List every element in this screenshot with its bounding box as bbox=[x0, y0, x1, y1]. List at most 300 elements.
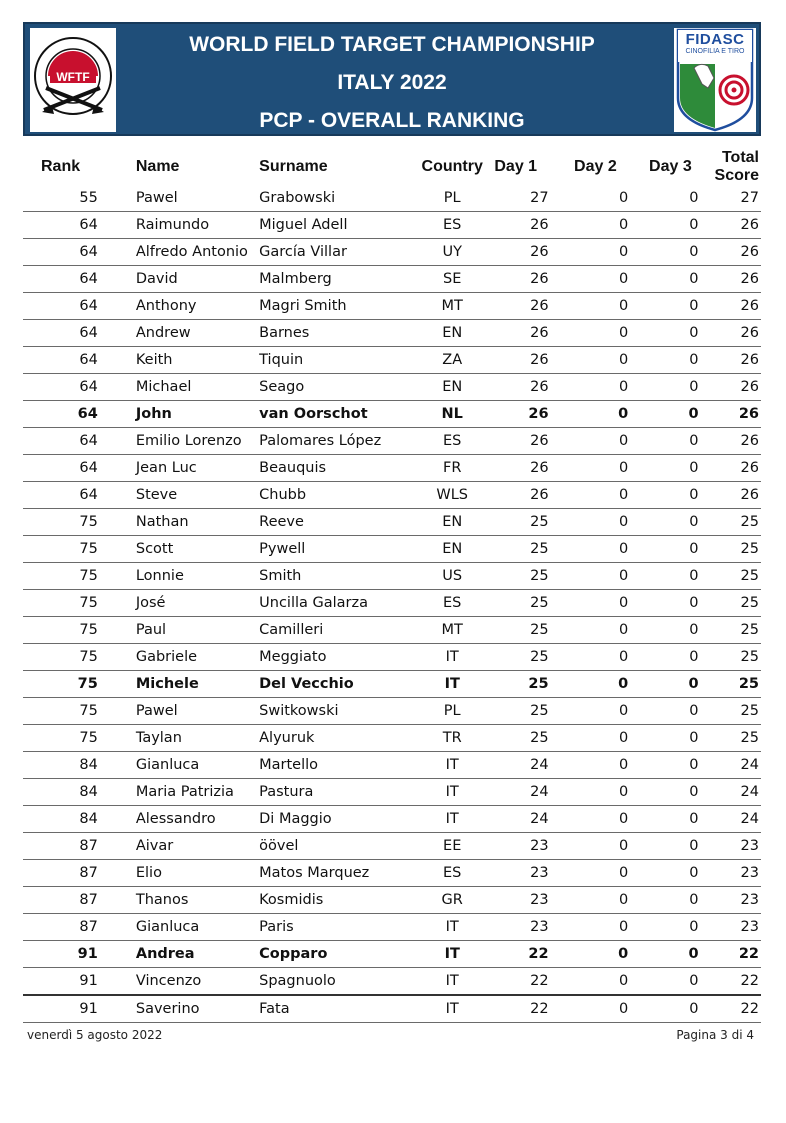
cell-total: 25 bbox=[715, 509, 761, 536]
cell-total: 25 bbox=[715, 644, 761, 671]
cell-country: TR bbox=[422, 725, 483, 752]
cell-surname: Grabowski bbox=[259, 185, 421, 212]
cell-country: IT bbox=[422, 806, 483, 833]
cell-total: 26 bbox=[715, 428, 761, 455]
table-row bbox=[23, 833, 761, 860]
cell-name: Scott bbox=[118, 536, 259, 563]
cell-day2: 0 bbox=[563, 914, 643, 941]
cell-day2: 0 bbox=[563, 806, 643, 833]
title-line-2: ITALY 2022 bbox=[337, 71, 447, 94]
cell-rank: 87 bbox=[23, 914, 118, 941]
cell-day2: 0 bbox=[563, 941, 643, 968]
cell-rank: 75 bbox=[23, 725, 118, 752]
cell-surname: Di Maggio bbox=[259, 806, 421, 833]
cell-surname: Miguel Adell bbox=[259, 212, 421, 239]
cell-rank: 75 bbox=[23, 536, 118, 563]
cell-surname: Palomares López bbox=[259, 428, 421, 455]
cell-rank: 84 bbox=[23, 752, 118, 779]
table-row bbox=[23, 266, 761, 293]
cell-name: Gabriele bbox=[118, 644, 259, 671]
cell-country: ES bbox=[422, 212, 483, 239]
cell-rank: 75 bbox=[23, 698, 118, 725]
table-row bbox=[23, 644, 761, 671]
cell-country: IT bbox=[422, 914, 483, 941]
cell-day2: 0 bbox=[563, 347, 643, 374]
cell-surname: van Oorschot bbox=[259, 401, 421, 428]
cell-day1: 25 bbox=[483, 509, 563, 536]
cell-surname: Seago bbox=[259, 374, 421, 401]
cell-surname: Fata bbox=[259, 995, 421, 1023]
cell-surname: Paris bbox=[259, 914, 421, 941]
cell-day1: 25 bbox=[483, 617, 563, 644]
cell-rank: 91 bbox=[23, 941, 118, 968]
cell-name: Aivar bbox=[118, 833, 259, 860]
cell-day3: 0 bbox=[642, 806, 714, 833]
cell-day1: 24 bbox=[483, 806, 563, 833]
fidasc-logo bbox=[674, 28, 756, 132]
cell-name: Thanos bbox=[118, 887, 259, 914]
cell-day1: 24 bbox=[483, 752, 563, 779]
cell-day1: 25 bbox=[483, 590, 563, 617]
cell-rank: 75 bbox=[23, 563, 118, 590]
cell-total: 26 bbox=[715, 401, 761, 428]
cell-country: IT bbox=[422, 644, 483, 671]
cell-rank: 75 bbox=[23, 671, 118, 698]
cell-surname: Tiquin bbox=[259, 347, 421, 374]
cell-name: Keith bbox=[118, 347, 259, 374]
cell-surname: Switkowski bbox=[259, 698, 421, 725]
cell-rank: 87 bbox=[23, 833, 118, 860]
title-line-3: PCP - OVERALL RANKING bbox=[259, 109, 525, 132]
cell-surname: Beauquis bbox=[259, 455, 421, 482]
cell-country: EN bbox=[422, 536, 483, 563]
cell-day1: 26 bbox=[483, 212, 563, 239]
cell-name: José bbox=[118, 590, 259, 617]
cell-surname: Meggiato bbox=[259, 644, 421, 671]
cell-day2: 0 bbox=[563, 995, 643, 1023]
cell-total: 25 bbox=[715, 590, 761, 617]
cell-country: EN bbox=[422, 320, 483, 347]
cell-day1: 26 bbox=[483, 293, 563, 320]
table-row bbox=[23, 698, 761, 725]
footer-date: venerdì 5 agosto 2022 bbox=[27, 1028, 163, 1042]
cell-name: Alessandro bbox=[118, 806, 259, 833]
cell-country: WLS bbox=[422, 482, 483, 509]
ranking-rows bbox=[23, 185, 761, 1023]
cell-day2: 0 bbox=[563, 887, 643, 914]
table-row bbox=[23, 509, 761, 536]
cell-surname: Camilleri bbox=[259, 617, 421, 644]
table-row bbox=[23, 779, 761, 806]
cell-day2: 0 bbox=[563, 779, 643, 806]
cell-day2: 0 bbox=[563, 509, 643, 536]
cell-name: Lonnie bbox=[118, 563, 259, 590]
cell-name: Anthony bbox=[118, 293, 259, 320]
cell-day1: 26 bbox=[483, 482, 563, 509]
col-header-country: Country bbox=[421, 158, 483, 175]
cell-total: 25 bbox=[715, 563, 761, 590]
cell-country: ES bbox=[422, 428, 483, 455]
cell-day3: 0 bbox=[642, 266, 714, 293]
col-header-day2: Day 2 bbox=[574, 158, 617, 175]
cell-surname: Pywell bbox=[259, 536, 421, 563]
table-row bbox=[23, 752, 761, 779]
cell-name: Andrea bbox=[118, 941, 259, 968]
cell-name: Pawel bbox=[118, 698, 259, 725]
cell-day3: 0 bbox=[642, 509, 714, 536]
table-row bbox=[23, 887, 761, 914]
cell-day3: 0 bbox=[642, 347, 714, 374]
cell-name: Paul bbox=[118, 617, 259, 644]
cell-day3: 0 bbox=[642, 725, 714, 752]
table-row bbox=[23, 806, 761, 833]
cell-total: 22 bbox=[715, 941, 761, 968]
cell-day2: 0 bbox=[563, 401, 643, 428]
cell-country: UY bbox=[422, 239, 483, 266]
cell-day2: 0 bbox=[563, 752, 643, 779]
cell-total: 26 bbox=[715, 293, 761, 320]
cell-name: Alfredo Antonio bbox=[118, 239, 259, 266]
cell-total: 24 bbox=[715, 752, 761, 779]
table-row bbox=[23, 401, 761, 428]
table-row bbox=[23, 374, 761, 401]
wftf-logo bbox=[30, 28, 116, 132]
cell-country: EN bbox=[422, 509, 483, 536]
cell-country: FR bbox=[422, 455, 483, 482]
table-row bbox=[23, 725, 761, 752]
cell-country: IT bbox=[422, 968, 483, 996]
cell-name: Elio bbox=[118, 860, 259, 887]
table-row bbox=[23, 563, 761, 590]
cell-total: 24 bbox=[715, 779, 761, 806]
cell-day1: 23 bbox=[483, 887, 563, 914]
cell-day1: 26 bbox=[483, 374, 563, 401]
table-row bbox=[23, 320, 761, 347]
cell-surname: Chubb bbox=[259, 482, 421, 509]
cell-total: 26 bbox=[715, 347, 761, 374]
cell-total: 25 bbox=[715, 617, 761, 644]
cell-rank: 75 bbox=[23, 509, 118, 536]
cell-country: IT bbox=[422, 671, 483, 698]
cell-country: GR bbox=[422, 887, 483, 914]
ranking-table bbox=[23, 149, 761, 1023]
cell-day2: 0 bbox=[563, 536, 643, 563]
cell-day2: 0 bbox=[563, 860, 643, 887]
cell-day1: 25 bbox=[483, 671, 563, 698]
table-row bbox=[23, 671, 761, 698]
cell-country: IT bbox=[422, 752, 483, 779]
cell-day3: 0 bbox=[642, 698, 714, 725]
cell-day3: 0 bbox=[642, 563, 714, 590]
table-row bbox=[23, 941, 761, 968]
cell-total: 23 bbox=[715, 860, 761, 887]
cell-name: Steve bbox=[118, 482, 259, 509]
cell-day2: 0 bbox=[563, 833, 643, 860]
cell-country: IT bbox=[422, 779, 483, 806]
table-row bbox=[23, 482, 761, 509]
header-banner bbox=[23, 22, 761, 136]
cell-rank: 55 bbox=[23, 185, 118, 212]
cell-day1: 22 bbox=[483, 941, 563, 968]
cell-day2: 0 bbox=[563, 644, 643, 671]
cell-rank: 84 bbox=[23, 779, 118, 806]
cell-total: 23 bbox=[715, 887, 761, 914]
cell-day3: 0 bbox=[642, 644, 714, 671]
col-header-total: Total Score bbox=[714, 149, 759, 184]
footer-page-number: Pagina 3 di 4 bbox=[676, 1028, 754, 1042]
cell-country: EE bbox=[422, 833, 483, 860]
cell-name: Nathan bbox=[118, 509, 259, 536]
cell-day3: 0 bbox=[642, 428, 714, 455]
cell-day1: 23 bbox=[483, 860, 563, 887]
cell-day2: 0 bbox=[563, 185, 643, 212]
cell-day2: 0 bbox=[563, 266, 643, 293]
cell-surname: García Villar bbox=[259, 239, 421, 266]
cell-total: 24 bbox=[715, 806, 761, 833]
fidasc-logo-subtext: CINOFILIA E TIRO bbox=[685, 48, 745, 55]
cell-country: SE bbox=[422, 266, 483, 293]
cell-country: ES bbox=[422, 860, 483, 887]
table-row bbox=[23, 536, 761, 563]
cell-day3: 0 bbox=[642, 293, 714, 320]
cell-day3: 0 bbox=[642, 779, 714, 806]
cell-country: ZA bbox=[422, 347, 483, 374]
cell-day1: 27 bbox=[483, 185, 563, 212]
cell-day2: 0 bbox=[563, 563, 643, 590]
cell-day3: 0 bbox=[642, 968, 714, 996]
cell-day3: 0 bbox=[642, 536, 714, 563]
cell-day1: 25 bbox=[483, 563, 563, 590]
cell-day2: 0 bbox=[563, 320, 643, 347]
cell-surname: Malmberg bbox=[259, 266, 421, 293]
cell-country: IT bbox=[422, 995, 483, 1023]
table-row bbox=[23, 968, 761, 996]
cell-day2: 0 bbox=[563, 698, 643, 725]
cell-day1: 22 bbox=[483, 995, 563, 1023]
cell-day1: 23 bbox=[483, 833, 563, 860]
cell-rank: 75 bbox=[23, 617, 118, 644]
cell-surname: Alyuruk bbox=[259, 725, 421, 752]
cell-rank: 64 bbox=[23, 374, 118, 401]
cell-name: Michele bbox=[118, 671, 259, 698]
cell-total: 22 bbox=[715, 968, 761, 996]
cell-total: 26 bbox=[715, 455, 761, 482]
table-row bbox=[23, 455, 761, 482]
table-row bbox=[23, 347, 761, 374]
cell-total: 26 bbox=[715, 320, 761, 347]
cell-rank: 84 bbox=[23, 806, 118, 833]
cell-surname: Matos Marquez bbox=[259, 860, 421, 887]
cell-day1: 26 bbox=[483, 401, 563, 428]
cell-name: Emilio Lorenzo bbox=[118, 428, 259, 455]
cell-country: EN bbox=[422, 374, 483, 401]
cell-surname: öövel bbox=[259, 833, 421, 860]
cell-day3: 0 bbox=[642, 887, 714, 914]
cell-name: John bbox=[118, 401, 259, 428]
cell-day2: 0 bbox=[563, 374, 643, 401]
cell-day3: 0 bbox=[642, 482, 714, 509]
cell-day3: 0 bbox=[642, 212, 714, 239]
cell-surname: Del Vecchio bbox=[259, 671, 421, 698]
cell-day3: 0 bbox=[642, 671, 714, 698]
cell-day1: 25 bbox=[483, 536, 563, 563]
cell-total: 23 bbox=[715, 833, 761, 860]
cell-total: 22 bbox=[715, 995, 761, 1023]
table-row bbox=[23, 590, 761, 617]
cell-total: 25 bbox=[715, 725, 761, 752]
cell-name: Gianluca bbox=[118, 752, 259, 779]
fidasc-logo-text: FIDASC bbox=[685, 31, 745, 48]
cell-day3: 0 bbox=[642, 455, 714, 482]
cell-name: Raimundo bbox=[118, 212, 259, 239]
cell-rank: 75 bbox=[23, 644, 118, 671]
cell-day1: 23 bbox=[483, 914, 563, 941]
cell-total: 25 bbox=[715, 698, 761, 725]
cell-name: Pawel bbox=[118, 185, 259, 212]
cell-day3: 0 bbox=[642, 320, 714, 347]
cell-day1: 25 bbox=[483, 698, 563, 725]
cell-surname: Magri Smith bbox=[259, 293, 421, 320]
cell-day2: 0 bbox=[563, 428, 643, 455]
cell-name: Saverino bbox=[118, 995, 259, 1023]
cell-day3: 0 bbox=[642, 860, 714, 887]
cell-country: US bbox=[422, 563, 483, 590]
cell-country: ES bbox=[422, 590, 483, 617]
cell-name: Gianluca bbox=[118, 914, 259, 941]
cell-name: Maria Patrizia bbox=[118, 779, 259, 806]
cell-total: 26 bbox=[715, 212, 761, 239]
cell-total: 27 bbox=[715, 185, 761, 212]
cell-total: 23 bbox=[715, 914, 761, 941]
cell-rank: 64 bbox=[23, 401, 118, 428]
col-header-day1: Day 1 bbox=[494, 158, 538, 175]
cell-rank: 64 bbox=[23, 212, 118, 239]
cell-day1: 26 bbox=[483, 347, 563, 374]
cell-rank: 87 bbox=[23, 887, 118, 914]
col-header-day3: Day 3 bbox=[649, 158, 692, 175]
cell-rank: 91 bbox=[23, 968, 118, 996]
cell-day3: 0 bbox=[642, 374, 714, 401]
cell-day1: 26 bbox=[483, 266, 563, 293]
cell-day2: 0 bbox=[563, 725, 643, 752]
cell-day2: 0 bbox=[563, 590, 643, 617]
cell-surname: Martello bbox=[259, 752, 421, 779]
cell-day3: 0 bbox=[642, 752, 714, 779]
cell-country: PL bbox=[422, 698, 483, 725]
cell-day2: 0 bbox=[563, 482, 643, 509]
cell-surname: Uncilla Galarza bbox=[259, 590, 421, 617]
cell-day2: 0 bbox=[563, 617, 643, 644]
cell-day3: 0 bbox=[642, 941, 714, 968]
col-header-name: Name bbox=[135, 158, 180, 175]
cell-country: NL bbox=[422, 401, 483, 428]
cell-surname: Reeve bbox=[259, 509, 421, 536]
table-row bbox=[23, 914, 761, 941]
table-row bbox=[23, 293, 761, 320]
cell-day1: 25 bbox=[483, 725, 563, 752]
cell-day1: 22 bbox=[483, 968, 563, 996]
cell-name: Andrew bbox=[118, 320, 259, 347]
cell-total: 25 bbox=[715, 536, 761, 563]
cell-country: PL bbox=[422, 185, 483, 212]
cell-name: Taylan bbox=[118, 725, 259, 752]
cell-day2: 0 bbox=[563, 671, 643, 698]
cell-day2: 0 bbox=[563, 968, 643, 996]
table-row bbox=[23, 617, 761, 644]
cell-total: 26 bbox=[715, 482, 761, 509]
cell-day3: 0 bbox=[642, 833, 714, 860]
cell-total: 25 bbox=[715, 671, 761, 698]
cell-surname: Smith bbox=[259, 563, 421, 590]
cell-total: 26 bbox=[715, 239, 761, 266]
cell-surname: Kosmidis bbox=[259, 887, 421, 914]
cell-day2: 0 bbox=[563, 293, 643, 320]
cell-name: Michael bbox=[118, 374, 259, 401]
cell-rank: 64 bbox=[23, 482, 118, 509]
cell-surname: Pastura bbox=[259, 779, 421, 806]
cell-total: 26 bbox=[715, 374, 761, 401]
cell-rank: 91 bbox=[23, 995, 118, 1023]
table-row bbox=[23, 185, 761, 212]
cell-day3: 0 bbox=[642, 590, 714, 617]
cell-rank: 64 bbox=[23, 266, 118, 293]
cell-day3: 0 bbox=[642, 185, 714, 212]
cell-day2: 0 bbox=[563, 239, 643, 266]
cell-rank: 64 bbox=[23, 293, 118, 320]
cell-surname: Spagnuolo bbox=[259, 968, 421, 996]
cell-total: 26 bbox=[715, 266, 761, 293]
title-line-1: WORLD FIELD TARGET CHAMPIONSHIP bbox=[189, 33, 595, 56]
cell-name: Vincenzo bbox=[118, 968, 259, 996]
cell-day1: 25 bbox=[483, 644, 563, 671]
cell-day1: 24 bbox=[483, 779, 563, 806]
col-header-rank: Rank bbox=[41, 158, 81, 175]
cell-day1: 26 bbox=[483, 320, 563, 347]
wftf-logo-text: WFTF bbox=[56, 70, 90, 84]
cell-day1: 26 bbox=[483, 239, 563, 266]
cell-country: MT bbox=[422, 617, 483, 644]
table-row bbox=[23, 212, 761, 239]
table-row bbox=[23, 428, 761, 455]
col-header-surname: Surname bbox=[259, 158, 328, 175]
cell-day3: 0 bbox=[642, 914, 714, 941]
cell-country: IT bbox=[422, 941, 483, 968]
table-row bbox=[23, 239, 761, 266]
cell-name: Jean Luc bbox=[118, 455, 259, 482]
cell-day3: 0 bbox=[642, 239, 714, 266]
cell-day1: 26 bbox=[483, 428, 563, 455]
cell-rank: 64 bbox=[23, 347, 118, 374]
cell-rank: 64 bbox=[23, 455, 118, 482]
cell-day3: 0 bbox=[642, 401, 714, 428]
table-row bbox=[23, 860, 761, 887]
cell-surname: Barnes bbox=[259, 320, 421, 347]
table-row bbox=[23, 995, 761, 1023]
cell-name: David bbox=[118, 266, 259, 293]
cell-day1: 26 bbox=[483, 455, 563, 482]
cell-day3: 0 bbox=[642, 995, 714, 1023]
cell-rank: 87 bbox=[23, 860, 118, 887]
table-header-row bbox=[23, 149, 761, 185]
cell-rank: 64 bbox=[23, 428, 118, 455]
page-title bbox=[125, 26, 659, 140]
cell-country: MT bbox=[422, 293, 483, 320]
cell-day3: 0 bbox=[642, 617, 714, 644]
cell-day2: 0 bbox=[563, 212, 643, 239]
cell-rank: 64 bbox=[23, 320, 118, 347]
cell-day2: 0 bbox=[563, 455, 643, 482]
cell-rank: 64 bbox=[23, 239, 118, 266]
